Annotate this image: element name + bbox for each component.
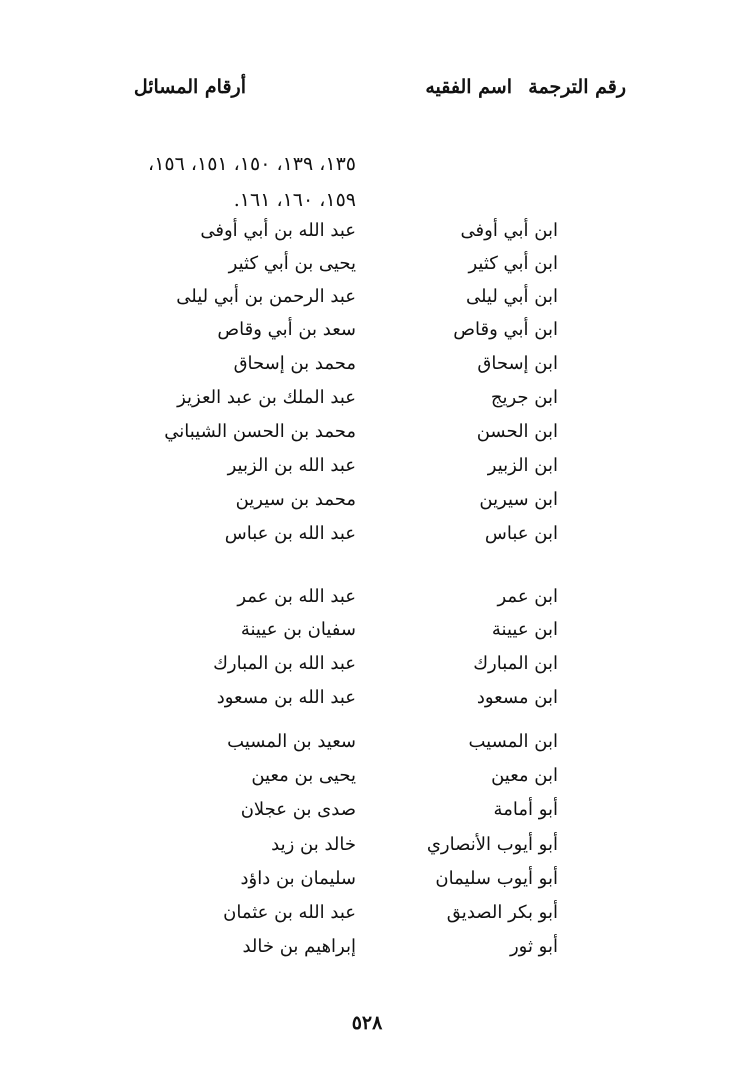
jurist-name: ابن عيينة (491, 619, 558, 640)
jurist-name: ابن أبي كثير (468, 253, 558, 274)
jurist-full-name: عبد الله بن الزبير (227, 455, 356, 476)
jurist-name: ابن عمر (497, 586, 558, 607)
jurist-full-name: محمد بن إسحاق (233, 353, 356, 374)
page-number: ٥٢٨ (351, 1012, 383, 1034)
issue-numbers-block (56, 146, 356, 218)
jurist-full-name: سفيان بن عيينة (240, 619, 356, 640)
jurist-full-name: سعد بن أبي وقاص (217, 319, 356, 340)
jurist-name: ابن جريج (490, 387, 558, 408)
jurist-full-name: عبد الله بن عثمان (223, 902, 356, 923)
header-biography-number: رقم الترجمة (528, 76, 626, 98)
jurist-name: ابن أبي وقاص (453, 319, 558, 340)
jurist-name: أبو ثور (509, 936, 558, 957)
jurist-full-name: عبد الله بن عمر (237, 586, 356, 607)
jurist-name: ابن معين (491, 765, 558, 786)
jurist-full-name: عبد الرحمن بن أبي ليلى (176, 286, 356, 307)
header-jurist-name: اسم الفقيه (425, 76, 512, 98)
issue-numbers-line: ١٣٥، ١٣٩، ١٥٠، ١٥١، ١٥٦، (148, 153, 356, 175)
jurist-full-name: عبد الله بن عباس (224, 523, 356, 544)
jurist-name: ابن مسعود (476, 687, 558, 708)
issue-numbers-line: ١٥٩، ١٦٠، ١٦١. (233, 189, 356, 211)
jurist-full-name: محمد بن الحسن الشيباني (164, 421, 356, 442)
jurist-full-name: يحيى بن أبي كثير (228, 253, 356, 274)
jurist-name: ابن إسحاق (477, 353, 558, 374)
jurist-full-name: عبد الله بن مسعود (216, 687, 356, 708)
jurist-name: ابن المبارك (473, 653, 558, 674)
jurist-full-name: محمد بن سيرين (235, 489, 356, 510)
jurist-full-name: صدى بن عجلان (240, 799, 356, 820)
jurist-full-name: إبراهيم بن خالد (242, 936, 356, 957)
jurist-full-name: يحيى بن معين (251, 765, 356, 786)
jurist-full-name: عبد الملك بن عبد العزيز (177, 387, 356, 408)
jurist-full-name: سعيد بن المسيب (227, 731, 356, 752)
jurist-name: أبو أيوب الأنصاري (426, 834, 558, 855)
jurist-name: ابن سيرين (479, 489, 558, 510)
jurist-full-name: عبد الله بن المبارك (213, 653, 356, 674)
jurist-name: ابن الزبير (487, 455, 558, 476)
header-issue-numbers: أرقام المسائل (133, 76, 246, 98)
jurist-full-name: خالد بن زيد (271, 834, 356, 855)
jurist-name: ابن المسيب (468, 731, 558, 752)
jurist-full-name: سليمان بن داؤد (240, 868, 356, 889)
jurist-name: ابن أبي ليلى (465, 286, 558, 307)
jurist-name: ابن أبي أوفى (460, 220, 558, 241)
jurist-full-name: عبد الله بن أبي أوفى (200, 220, 356, 241)
jurist-name: ابن عباس (484, 523, 558, 544)
jurist-name: ابن الحسن (476, 421, 558, 442)
jurist-name: أبو أمامة (493, 799, 558, 820)
jurist-name: أبو بكر الصديق (446, 902, 558, 923)
jurist-name: أبو أيوب سليمان (435, 868, 558, 889)
